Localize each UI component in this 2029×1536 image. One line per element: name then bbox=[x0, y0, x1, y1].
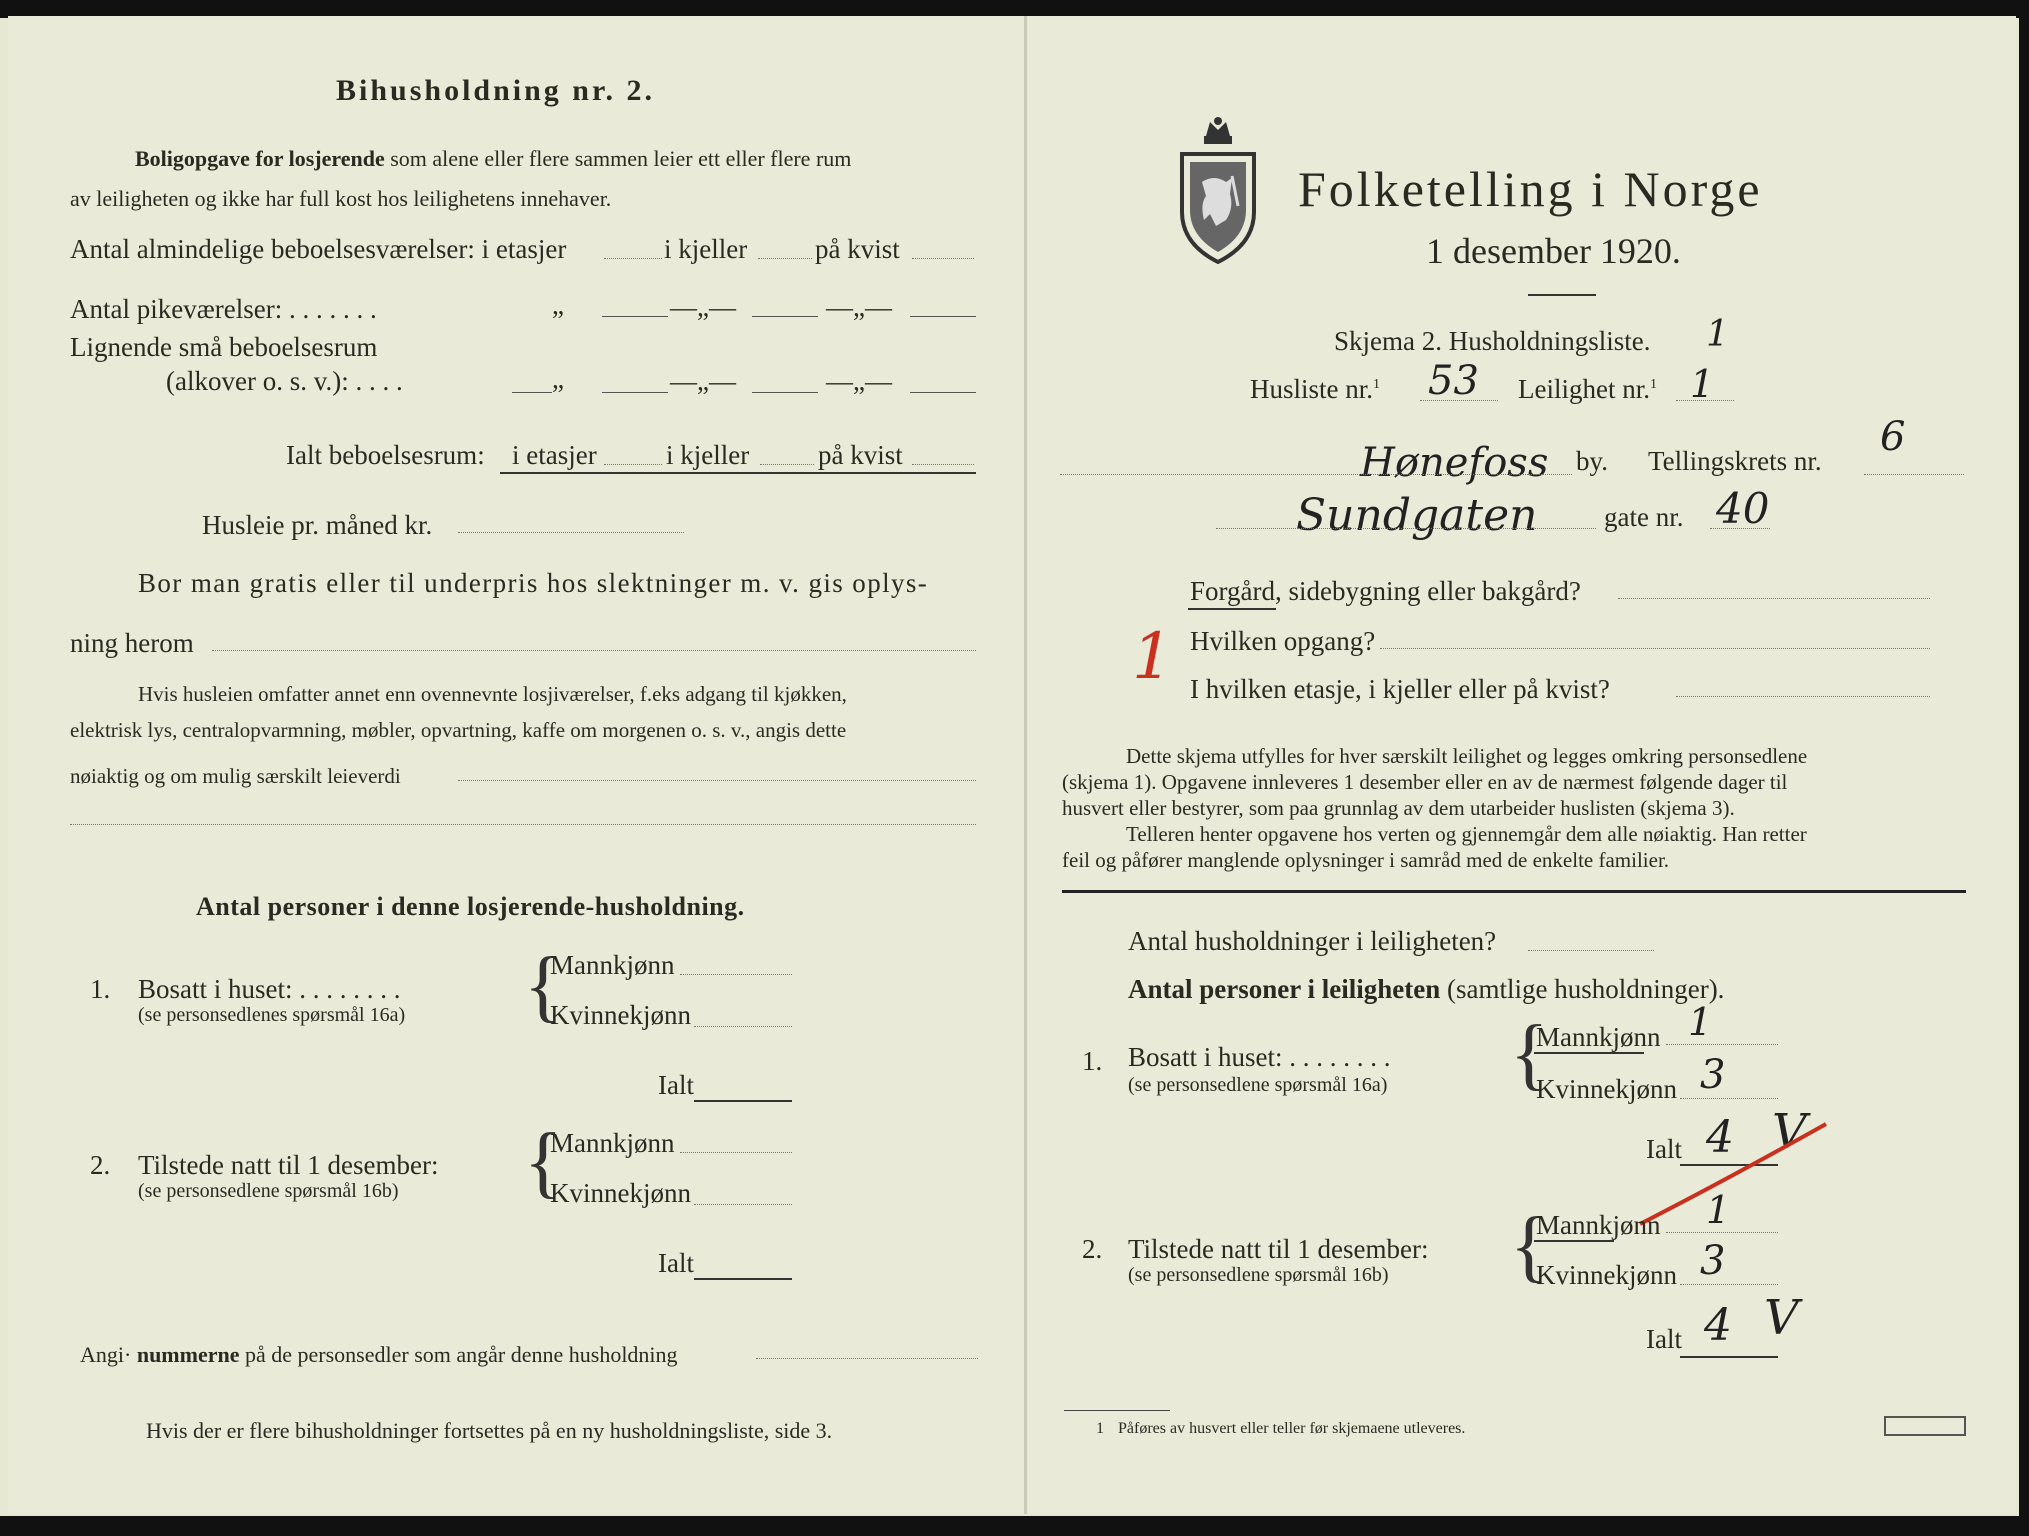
left-q1-sub: (se personsedlenes spørsmål 16a) bbox=[138, 1004, 406, 1026]
instruction-line-5: feil og påfører manglende oplysninger i samråd med de enkelte familier. bbox=[1062, 848, 1670, 872]
floor-field[interactable] bbox=[1676, 696, 1930, 697]
rent-note-3: nøiaktig og om mulig særskilt leieverdi bbox=[70, 764, 401, 788]
right-q1-male-field[interactable] bbox=[1666, 1044, 1778, 1045]
gate-value: 40 bbox=[1716, 484, 1770, 533]
similar-dash-2: —„— bbox=[826, 366, 892, 396]
right-q2-male-label: Mannkjønn bbox=[1536, 1210, 1661, 1240]
footnote-text: Påføres av husvert eller teller før skjemaene utleveres. bbox=[1118, 1420, 1466, 1437]
numbers-rest: på de personsedler som angår denne husholdning bbox=[244, 1342, 678, 1367]
numbers-field[interactable] bbox=[756, 1358, 978, 1359]
house-list-field[interactable] bbox=[1420, 400, 1498, 401]
right-q1-female-field[interactable] bbox=[1680, 1098, 1778, 1099]
maid-attic-field[interactable] bbox=[910, 316, 976, 317]
left-title: Bihusholdning nr. 2. bbox=[336, 74, 656, 107]
households-field[interactable] bbox=[1528, 950, 1654, 951]
left-q1-label: Bosatt i huset: . . . . . . . . bbox=[138, 974, 401, 1004]
left-q2-female-field[interactable] bbox=[694, 1204, 792, 1205]
house-list-value: 53 bbox=[1428, 358, 1479, 404]
numbers-pre: Angi· bbox=[80, 1342, 132, 1367]
left-q2-label: Tilstede natt til 1 desember: bbox=[138, 1150, 439, 1180]
left-q2-total-field[interactable] bbox=[694, 1278, 792, 1280]
left-q2-male-field[interactable] bbox=[680, 1152, 792, 1153]
similar-rooms-label-2: (alkover o. s. v.): . . . . bbox=[166, 366, 403, 396]
similar-floors-field[interactable] bbox=[602, 392, 668, 393]
right-q1-sub: (se personsedlene spørsmål 16a) bbox=[1128, 1074, 1388, 1096]
gate-label: gate nr. bbox=[1604, 502, 1684, 532]
instruction-divider bbox=[1062, 890, 1966, 893]
title-divider bbox=[1528, 294, 1596, 296]
left-q1-female-field[interactable] bbox=[694, 1026, 792, 1027]
city-field[interactable] bbox=[1060, 474, 1572, 475]
house-list-text: Husliste nr. bbox=[1250, 374, 1374, 404]
left-q2-number: 2. bbox=[90, 1150, 111, 1180]
right-q2-total-field[interactable] bbox=[1680, 1356, 1778, 1358]
printer-stamp bbox=[1884, 1416, 1966, 1436]
total-floors-label: i etasjer bbox=[512, 440, 597, 470]
schema-value: 1 bbox=[1706, 314, 1729, 355]
street-value: Sundgaten bbox=[1296, 490, 1538, 541]
instruction-line-3: husvert eller bestyrer, som paa grunnlag av dem utarbeider huslisten (skjema 3). bbox=[1062, 796, 1735, 820]
city-suffix: by. bbox=[1576, 446, 1608, 476]
building-answer-mark bbox=[1188, 608, 1276, 610]
intro-bold: Boligopgave for losjerende bbox=[135, 146, 385, 171]
similar-attic-field[interactable] bbox=[910, 392, 976, 393]
right-q1-label: Bosatt i huset: . . . . . . . . bbox=[1128, 1042, 1391, 1072]
rent-note-field-2[interactable] bbox=[70, 824, 976, 825]
entrance-question: Hvilken opgang? bbox=[1190, 626, 1376, 656]
right-q2-male-value: 1 bbox=[1706, 1188, 1731, 1232]
left-q1-male-label: Mannkjønn bbox=[550, 950, 675, 980]
apartment-label bbox=[1518, 374, 1657, 405]
right-q1-bracket: { bbox=[1510, 1010, 1549, 1098]
left-q2-total-label: Ialt bbox=[658, 1248, 694, 1278]
left-q1-total-field[interactable] bbox=[694, 1100, 792, 1102]
gate-field[interactable] bbox=[1710, 528, 1770, 529]
building-question: Forgård, sidebygning eller bakgård? bbox=[1190, 576, 1581, 606]
right-q2-bracket: { bbox=[1510, 1202, 1549, 1290]
similar-rooms-label-1: Lignende små beboelsesrum bbox=[70, 332, 378, 362]
right-date: 1 desember 1920. bbox=[1426, 231, 1681, 271]
apartment-footnote-mark: 1 bbox=[1649, 377, 1657, 392]
rent-field[interactable] bbox=[458, 532, 684, 533]
left-q1-female-label: Kvinnekjønn bbox=[550, 1000, 691, 1030]
floor-question: I hvilken etasje, i kjeller eller på kvist? bbox=[1190, 674, 1610, 704]
numbers-line bbox=[80, 1342, 678, 1368]
right-persons-heading-bold: Antal personer i leiligheten bbox=[1128, 974, 1441, 1004]
right-q2-label: Tilstede natt til 1 desember: bbox=[1128, 1234, 1429, 1264]
similar-ditto: „ bbox=[552, 364, 564, 394]
left-q2-sub: (se personsedlene spørsmål 16b) bbox=[138, 1180, 399, 1202]
rent-note-1: Hvis husleien omfatter annet enn ovennevnte losjiværelser, f.eks adgang til kjøkken, bbox=[138, 682, 847, 706]
footnote-divider bbox=[1064, 1410, 1170, 1411]
right-q2-check-mark: V bbox=[1764, 1290, 1799, 1346]
rooms-label: Antal almindelige beboelsesværelser: i etasjer bbox=[70, 234, 567, 264]
right-q1-number: 1. bbox=[1082, 1046, 1103, 1076]
left-q2-bracket: { bbox=[524, 1118, 563, 1206]
right-q2-female-field[interactable] bbox=[1680, 1284, 1778, 1285]
house-list-label bbox=[1250, 374, 1380, 405]
entrance-field[interactable] bbox=[1380, 648, 1930, 649]
right-q1-female-label: Kvinnekjønn bbox=[1536, 1074, 1677, 1104]
total-rooms-label: Ialt beboelsesrum: bbox=[286, 440, 485, 470]
free-line-1: Bor man gratis eller til underpris hos slektninger m. v. gis oplys- bbox=[138, 568, 929, 598]
maid-dash-2: —„— bbox=[826, 292, 892, 322]
total-cellar-field[interactable] bbox=[760, 464, 814, 465]
total-rooms-underline bbox=[500, 472, 976, 474]
households-question: Antal husholdninger i leiligheten? bbox=[1128, 926, 1497, 956]
schema-label: Skjema 2. Husholdningsliste. bbox=[1334, 326, 1651, 356]
right-q2-male-mark bbox=[1534, 1240, 1614, 1242]
left-q2-male-label: Mannkjønn bbox=[550, 1128, 675, 1158]
red-verification-stroke bbox=[1636, 1120, 1836, 1230]
right-q1-female-value: 3 bbox=[1700, 1052, 1726, 1098]
apartment-text: Leilighet nr. bbox=[1518, 374, 1650, 404]
numbers-bold: nummerne bbox=[136, 1342, 240, 1367]
total-attic-label: på kvist bbox=[818, 440, 903, 470]
right-q2-male-field[interactable] bbox=[1666, 1232, 1778, 1233]
right-q2-female-label: Kvinnekjønn bbox=[1536, 1260, 1677, 1290]
right-q1-check-mark: V bbox=[1772, 1104, 1807, 1160]
maid-dash-1: —„— bbox=[670, 292, 736, 322]
district-label: Tellingskrets nr. bbox=[1648, 446, 1822, 476]
scan-border-bottom bbox=[0, 1516, 2029, 1536]
maid-cellar-field[interactable] bbox=[752, 316, 818, 317]
rooms-attic-field[interactable] bbox=[912, 258, 974, 259]
street-field[interactable] bbox=[1216, 528, 1596, 529]
right-q1-total-label: Ialt bbox=[1646, 1134, 1682, 1164]
left-q2-female-label: Kvinnekjønn bbox=[550, 1178, 691, 1208]
intro-line-1 bbox=[135, 146, 851, 172]
rooms-cellar-label: i kjeller bbox=[664, 234, 748, 264]
house-list-footnote-mark: 1 bbox=[1373, 377, 1381, 392]
rooms-attic-label: på kvist bbox=[815, 234, 900, 264]
district-field[interactable] bbox=[1864, 474, 1964, 475]
right-title: Folketelling i Norge bbox=[1298, 161, 1763, 217]
right-q2-female-value: 3 bbox=[1700, 1238, 1726, 1284]
right-q2-sub: (se personsedlene spørsmål 16b) bbox=[1128, 1264, 1389, 1286]
district-value: 6 bbox=[1880, 414, 1906, 460]
right-q1-male-mark bbox=[1534, 1052, 1644, 1054]
left-persons-heading: Antal personer i denne losjerende-husholdning. bbox=[196, 892, 745, 921]
similar-prefix-field[interactable] bbox=[512, 392, 552, 393]
left-q1-total-label: Ialt bbox=[658, 1070, 694, 1100]
footnote-mark: 1 bbox=[1096, 1420, 1104, 1437]
total-cellar-label: i kjeller bbox=[666, 440, 750, 470]
instruction-line-4: Telleren henter opgavene hos verten og gjennemgår dem alle nøiaktig. Han retter bbox=[1126, 822, 1807, 846]
right-persons-heading bbox=[1128, 974, 1724, 1005]
rooms-floors-field[interactable] bbox=[604, 258, 662, 259]
apartment-field[interactable] bbox=[1676, 400, 1734, 401]
scan-border-right bbox=[2019, 0, 2029, 1536]
left-q1-male-field[interactable] bbox=[680, 974, 792, 975]
free-field[interactable] bbox=[212, 650, 976, 651]
instruction-line-2: (skjema 1). Opgavene innleveres 1 desember eller en av de nærmest følgende dager til bbox=[1062, 770, 1788, 794]
maid-ditto: „ bbox=[552, 290, 564, 320]
footnote bbox=[1096, 1420, 1465, 1438]
maid-floors-field[interactable] bbox=[602, 316, 668, 317]
rent-note-2: elektrisk lys, centralopvarmning, møbler, opvartning, kaffe om morgenen o. s. v., angis dette bbox=[70, 718, 847, 742]
total-attic-field[interactable] bbox=[912, 464, 974, 465]
rent-label: Husleie pr. måned kr. bbox=[202, 510, 433, 540]
rooms-cellar-field[interactable] bbox=[758, 258, 812, 259]
building-field[interactable] bbox=[1618, 598, 1930, 599]
city-value: Hønefoss bbox=[1360, 440, 1549, 486]
rent-note-field-1[interactable] bbox=[458, 780, 976, 781]
left-q1-number: 1. bbox=[90, 974, 111, 1004]
right-q2-number: 2. bbox=[1082, 1234, 1103, 1264]
apartment-value: 1 bbox=[1690, 362, 1715, 406]
maid-rooms-label: Antal pikeværelser: . . . . . . . bbox=[70, 294, 377, 324]
free-line-2: ning herom bbox=[70, 628, 194, 658]
right-q2-total-label: Ialt bbox=[1646, 1324, 1682, 1354]
right-q1-male-label: Mannkjønn bbox=[1536, 1022, 1661, 1052]
intro-rest: som alene eller flere sammen leier ett eller flere rum bbox=[390, 146, 852, 171]
right-persons-heading-rest: (samtlige husholdninger). bbox=[1446, 974, 1725, 1004]
right-q1-male-value: 1 bbox=[1688, 1000, 1713, 1044]
norway-coat-of-arms-icon bbox=[1176, 116, 1260, 264]
continue-note: Hvis der er flere bihusholdninger fortsettes på en ny husholdningsliste, side 3. bbox=[146, 1418, 833, 1443]
similar-cellar-field[interactable] bbox=[752, 392, 818, 393]
total-floors-field[interactable] bbox=[604, 464, 662, 465]
intro-line-2: av leiligheten og ikke har full kost hos leilighetens innehaver. bbox=[70, 186, 612, 211]
similar-dash-1: —„— bbox=[670, 366, 736, 396]
right-q1-total-value: 4 bbox=[1706, 1112, 1734, 1163]
floor-mark: 1 bbox=[1132, 620, 1173, 694]
right-q2-total-value: 4 bbox=[1704, 1300, 1732, 1351]
instruction-line-1: Dette skjema utfylles for hver særskilt leilighet og legges omkring personsedlene bbox=[1126, 744, 1808, 768]
page-fold bbox=[1024, 16, 1027, 1514]
left-q1-bracket: { bbox=[524, 942, 563, 1030]
